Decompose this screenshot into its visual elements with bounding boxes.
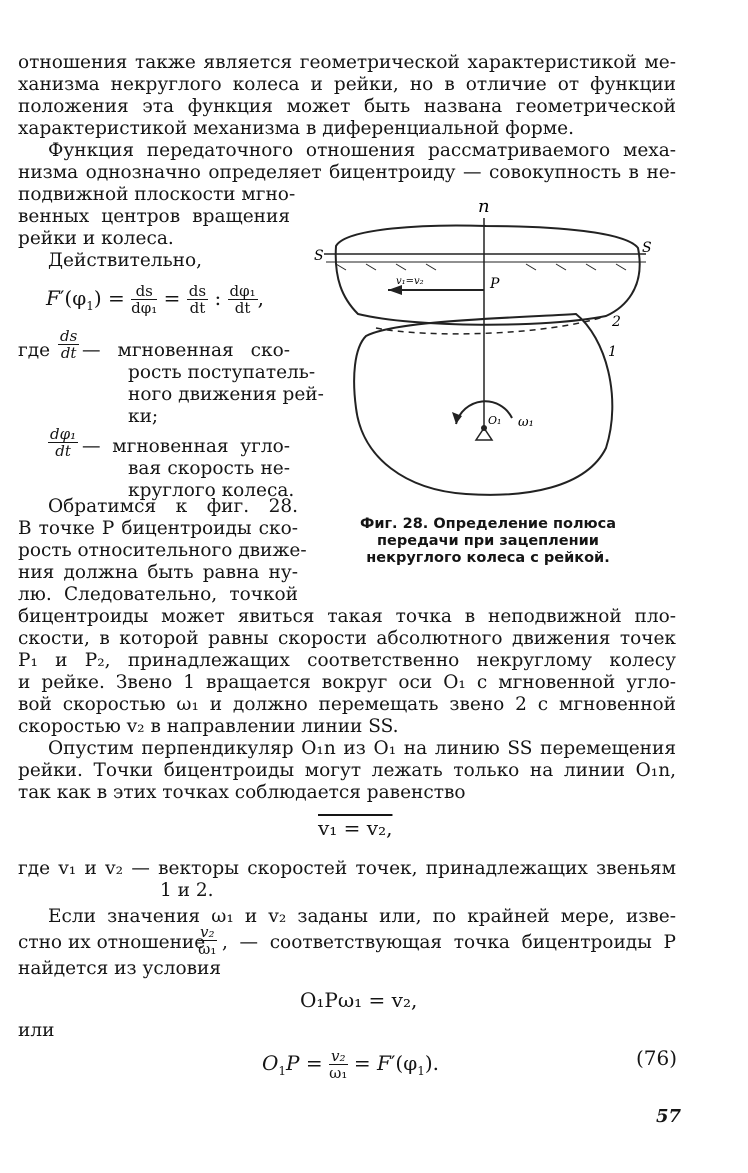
text-line: 1 и 2. <box>160 880 214 901</box>
text-line: бицентроиды может явиться такая точка в неподвижной пло- <box>18 606 676 627</box>
label-s-right: S <box>642 240 652 256</box>
label-s-left: S <box>314 248 324 264</box>
label-omega1: ω₁ <box>518 415 534 430</box>
text-line: вая скорость не- <box>128 458 290 479</box>
text-line: отношения также является геометрической характеристикой ме- <box>18 52 676 73</box>
text-line: В точке P бицентроиды ско- <box>18 518 298 539</box>
text-line: ния должна быть равна ну- <box>18 562 298 583</box>
text-line: рость относительного движе- <box>18 540 307 561</box>
figure-28 <box>306 188 652 514</box>
text-line: ного движения рей- <box>128 384 324 405</box>
text-line: вой скоростью ω₁ и должно перемещать звено 2 с мгновенной <box>18 694 676 715</box>
label-p: P <box>490 276 500 292</box>
text-line: стно их отношение <box>18 932 206 953</box>
text-line: ки; <box>128 406 159 427</box>
text-line: положения эта функция может быть названа геометрической <box>18 96 676 117</box>
fraction-ds-dt: $\frac{ds}{dt}$ <box>60 327 78 362</box>
formula-76: $O_1P$ = $\frac{\text{v₂}}{\text{ω₁}}$ = $F'(\varphi_1)$. <box>262 1047 440 1082</box>
text-line: Если значения ω₁ и v₂ заданы или, по крайней мере, изве- <box>48 906 676 927</box>
label-v: v₁=v₂ <box>396 276 424 287</box>
text-line: — мгновенная угло- <box>82 436 290 457</box>
formula-derivative: $F'(\varphi_1)$ = $\frac{ds}{\text{dφ₁}}$ = $\frac{ds}{dt}$ : $\frac{\text{dφ₁}}{dt}$ , <box>46 282 265 317</box>
equation-number: (76) <box>636 1046 678 1070</box>
text-line: Обратимся к фиг. 28. <box>48 496 298 517</box>
text-line: — мгновенная ско- <box>82 340 290 361</box>
text-line: P₁ и P₂, принадлежащих соответственно некруглому колесу <box>18 650 676 671</box>
text-line: где <box>18 340 51 361</box>
text-line: так как в этих точках соблюдается равенство <box>18 782 466 803</box>
fraction-v2-w1: $\frac{\text{v₂}}{\text{ω₁}}$ <box>198 923 217 958</box>
page-number: 57 <box>656 1106 682 1127</box>
rack-outline <box>336 226 640 325</box>
label-2: 2 <box>612 314 621 330</box>
label-n: n <box>478 196 490 217</box>
text-line: рость поступатель- <box>128 362 316 383</box>
text-line: круглого колеса. <box>128 480 295 501</box>
formula-velocity-equality: v₁ = v₂, <box>318 816 393 840</box>
text-line: найдется из условия <box>18 958 222 979</box>
text-line: характеристикой механизма в диференциальной форме. <box>18 118 574 139</box>
fraction-dphi-dt: $\frac{\text{dφ₁}}{dt}$ <box>50 425 77 460</box>
formula-condition: O₁Pω₁ = v₂, <box>300 988 418 1012</box>
text-line: где v₁ и v₂ — векторы скоростей точек, принадлежащих звеньям <box>18 858 676 879</box>
text-line: Действительно, <box>48 250 203 271</box>
text-line: рейки. Точки бицентроиды могут лежать только на линии O₁n, <box>18 760 676 781</box>
wheel-outline <box>354 314 612 495</box>
text-line: или <box>18 1020 55 1041</box>
text-line: венных центров вращения <box>18 206 290 227</box>
text-line: скости, в которой равны скорости абсолютного движения точек <box>18 628 676 649</box>
label-1: 1 <box>608 344 617 360</box>
text-line: лю. Следовательно, точкой <box>18 584 298 605</box>
text-line: подвижной плоскости мгно- <box>18 184 296 205</box>
rack-hatching <box>336 264 626 270</box>
text-line: Функция передаточного отношения рассматриваемого меха- <box>48 140 676 161</box>
figure-caption: Фиг. 28. Определение полюса передачи при зацеплении некруглого колеса с рейкой. <box>359 516 617 566</box>
text-line: ханизма некруглого колеса и рейки, но в отличие от функции <box>18 74 676 95</box>
text-line: Опустим перпендикуляр O₁n из O₁ на линию SS перемещения <box>48 738 676 759</box>
text-line: низма однозначно определяет бицентроиду — совокупность в не- <box>18 162 676 183</box>
text-line: и рейке. Звено 1 вращается вокруг оси O₁ с мгновенной угло- <box>18 672 676 693</box>
text-line: рейки и колеса. <box>18 228 174 249</box>
text-line: , — соответствующая точка бицентроиды P <box>222 932 676 953</box>
label-o1: O₁ <box>488 414 502 427</box>
text-line: скоростью v₂ в направлении линии SS. <box>18 716 399 737</box>
